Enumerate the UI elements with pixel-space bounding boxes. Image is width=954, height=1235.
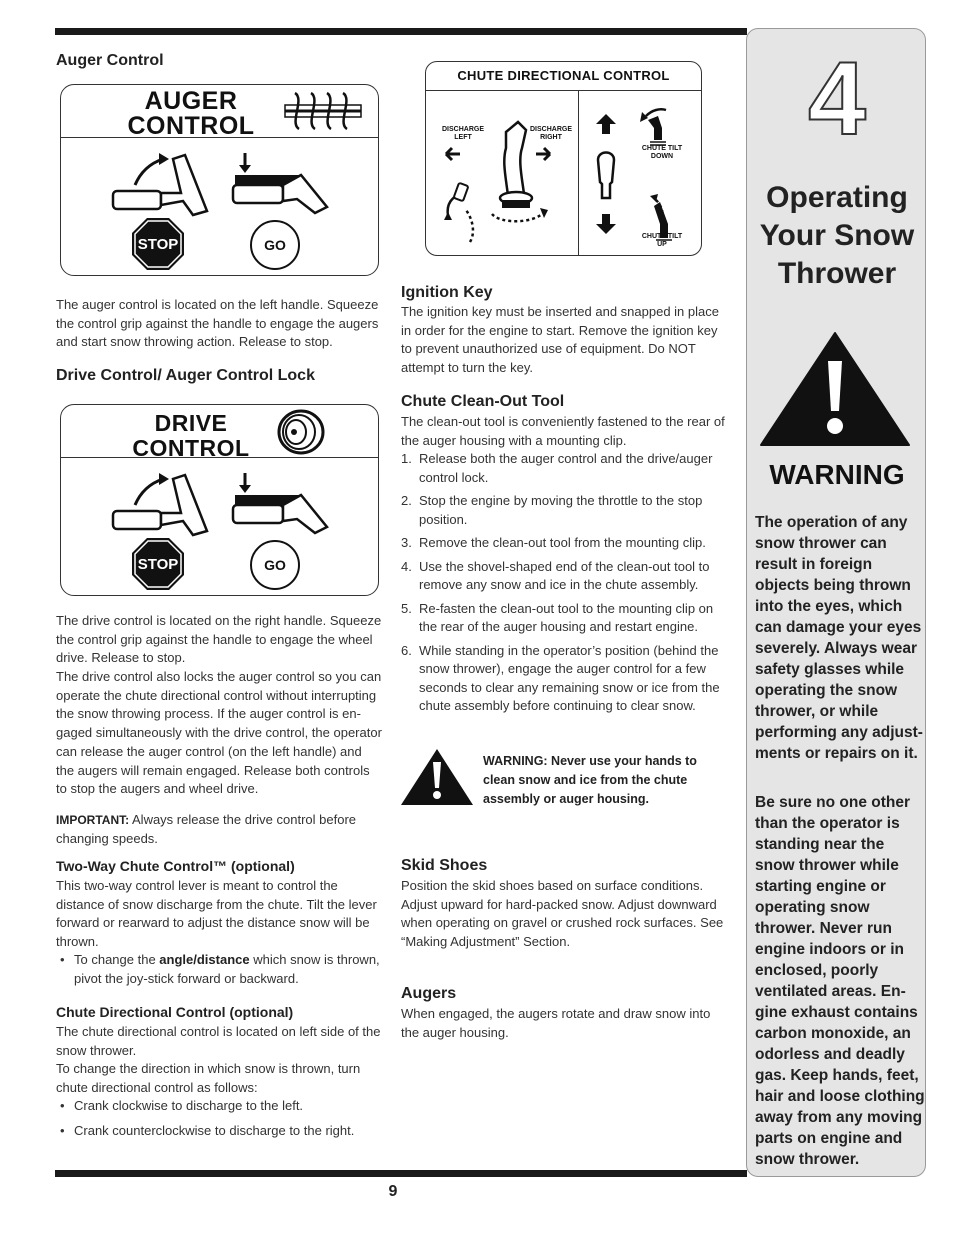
list-item bbox=[401, 534, 731, 553]
auger-control-panel bbox=[60, 84, 379, 276]
warning-text-eyes: The operation of any snow thrower can result in foreign objects being thrown into the eyes, which can damage your eyes severely. Always wear safety glasses while operating the snow thrower, or while performing any adjust-ments or repairs on it. bbox=[755, 514, 923, 762]
tilt-up-line-2: UP bbox=[657, 241, 667, 248]
step-number: 3. bbox=[401, 535, 412, 550]
handle-released-icon bbox=[111, 471, 221, 543]
chute-directional-panel bbox=[425, 61, 702, 256]
drive-control-body-1: The drive control is located on the right handle. Squeeze the control grip against the handle to engage the wheel drive. Release to stop. bbox=[56, 613, 382, 666]
list-item: • Crank counterclockwise to discharge to the right. bbox=[56, 1122, 382, 1141]
top-rule bbox=[55, 28, 747, 35]
chapter-title-line-3: Thrower bbox=[777, 257, 897, 290]
step-number: 4. bbox=[401, 558, 412, 574]
skid-shoes-heading: Skid Shoes bbox=[401, 857, 488, 874]
stop-label: STOP bbox=[137, 236, 179, 253]
go-circle-icon bbox=[249, 219, 301, 271]
step-number: 5. bbox=[401, 600, 412, 616]
chapter-sidebar bbox=[746, 28, 926, 1177]
ignition-key-heading: Ignition Key bbox=[401, 284, 493, 301]
tilt-up-line-1: CHUTE TILT bbox=[641, 233, 683, 240]
important-note bbox=[56, 811, 382, 848]
chapter-number: 4 bbox=[808, 41, 866, 157]
important-label: IMPORTANT: bbox=[56, 813, 130, 827]
drive-control-heading: Drive Control/ Auger Control Lock bbox=[56, 367, 315, 384]
list-item: • Crank clockwise to discharge to the left. bbox=[56, 1097, 382, 1116]
warning-text-bystanders: Be sure no one other than the operator is standing near the snow thrower while starting engine or operating snow thrower. Never run engine indoors or in enclosed, poorly ventilated areas. En-gine exhaust contains carbon monoxide, an odorless and deadly gas. Keep hands, feet, hair and loose clothing away from any moving parts on engine and snow thrower. bbox=[755, 794, 925, 1168]
auger-control-heading: Auger Control bbox=[56, 52, 164, 69]
chute-tilt-icon bbox=[586, 98, 696, 254]
bullet-text: which snow is thrown, pivot the joy-stick forward or backward. bbox=[74, 952, 380, 986]
chute-rotate-icon bbox=[430, 92, 576, 252]
clean-out-tool-body: The clean-out tool is conveniently fastened to the rear of the auger housing with a mounting clip. bbox=[401, 414, 725, 448]
step-number: 6. bbox=[401, 642, 412, 658]
drive-control-body-2: The drive control also locks the auger control so you can operate the chute directional control without interrupting the snow throwing process. If the auger control is en-gaged simultaneously with the drive control, the operator can release the auger control (on the left handle) and the augers will remain engaged. Release both controls to stop the augers and wheel drive. bbox=[56, 669, 382, 797]
auger-title-line-1: AUGER bbox=[144, 87, 238, 115]
go-circle-icon bbox=[249, 539, 301, 591]
panel-divider bbox=[578, 90, 579, 255]
step-text: Use the shovel-shaped end of the clean-out tool to remove any snow and ice in the chute assembly. bbox=[419, 558, 710, 592]
warning-triangle-icon bbox=[400, 748, 474, 806]
list-item bbox=[401, 492, 731, 529]
discharge-right-line-2: RIGHT bbox=[540, 134, 562, 141]
discharge-left-line-1: DISCHARGE bbox=[441, 126, 484, 133]
auger-spiral-icon bbox=[283, 89, 363, 133]
chute-tilt-down-label bbox=[634, 145, 690, 161]
go-label: GO bbox=[264, 237, 286, 253]
stop-label: STOP bbox=[137, 556, 179, 573]
handle-released-icon bbox=[111, 151, 221, 223]
chute-directional-body-1: The chute directional control is located on left side of the snow thrower. bbox=[56, 1024, 381, 1058]
list-item bbox=[401, 642, 731, 716]
ignition-key-body: The ignition key must be inserted and snapped in place in order for the engine to start. Remove the ignition key to prevent unauthorized use of equipment. Do NOT attempt to turn the key. bbox=[401, 304, 719, 376]
drive-panel-title bbox=[121, 411, 261, 461]
bullet-text: To change the bbox=[74, 952, 160, 967]
chute-directional-body-2: To change the direction in which snow is thrown, turn chute directional control as follows: bbox=[56, 1061, 361, 1095]
warning-triangle-icon bbox=[759, 331, 911, 447]
discharge-right-line-1: DISCHARGE bbox=[529, 126, 572, 133]
clean-out-steps bbox=[401, 450, 731, 721]
auger-control-body: The auger control is located on the left handle. Squeeze the control grip against the handle to engage the augers and start snow throwing action. Release to stop. bbox=[56, 297, 379, 350]
list-item bbox=[56, 951, 382, 988]
important-text: Always release the drive control before changing speeds. bbox=[56, 812, 357, 846]
chute-panel-title: CHUTE DIRECTIONAL CONTROL bbox=[457, 68, 670, 83]
step-text: While standing in the operator’s position (behind the snow thrower), engage the auger control for a few seconds to clear any remaining snow or ice from the chute assembly before continuing to clear snow. bbox=[419, 642, 720, 713]
clean-out-tool-heading: Chute Clean-Out Tool bbox=[401, 393, 565, 410]
clean-out-warning-text: WARNING: Never use your hands to clean snow and ice from the chute assembly or auger housing. bbox=[483, 754, 697, 806]
stop-sign-icon bbox=[131, 537, 185, 591]
auger-panel-title bbox=[121, 89, 261, 139]
go-label: GO bbox=[264, 557, 286, 573]
chapter-title-line-1: Operating bbox=[766, 181, 908, 214]
tilt-down-line-2: DOWN bbox=[650, 153, 674, 160]
drive-title-line-1: DRIVE bbox=[154, 410, 228, 436]
step-number: 2. bbox=[401, 493, 412, 508]
list-item bbox=[401, 450, 731, 487]
page-number: 9 bbox=[388, 1183, 398, 1200]
list-item bbox=[401, 600, 731, 637]
augers-heading: Augers bbox=[401, 985, 457, 1002]
chute-tilt-up-label bbox=[634, 233, 690, 249]
bullet-bold: angle/distance bbox=[159, 952, 250, 967]
step-text: Re-fasten the clean-out tool to the mounting clip on the rear of the auger housing and restart engine. bbox=[419, 600, 714, 634]
two-way-chute-body: This two-way control lever is meant to control the distance of snow discharge from the chute. Tilt the lever forward or rearward to adjust the distance snow will be thrown. bbox=[56, 878, 377, 950]
step-text: Release both the auger control and the drive/auger control lock. bbox=[419, 451, 713, 485]
skid-shoes-body: Position the skid shoes based on surface conditions. Adjust upward for hard-packed snow. Adjust downward when operating on gravel or crushed rock surfaces. See “Making Adjustment” Section. bbox=[401, 878, 724, 950]
wheel-icon bbox=[275, 409, 325, 455]
chute-directional-heading: Chute Directional Control (optional) bbox=[56, 1004, 294, 1020]
two-way-chute-bullets bbox=[56, 951, 382, 994]
step-text: Stop the engine by moving the throttle to the stop position. bbox=[419, 493, 703, 527]
step-text: Remove the clean-out tool from the mounting clip. bbox=[419, 535, 706, 550]
chapter-title bbox=[747, 179, 927, 293]
discharge-left-line-2: LEFT bbox=[454, 134, 472, 141]
step-number: 1. bbox=[401, 451, 412, 466]
handle-squeezed-icon bbox=[231, 471, 341, 543]
drive-control-panel bbox=[60, 404, 379, 596]
bottom-rule bbox=[55, 1170, 747, 1177]
drive-title-line-2: CONTROL bbox=[132, 435, 250, 461]
stop-sign-icon bbox=[131, 217, 185, 271]
augers-body: When engaged, the augers rotate and draw snow into the auger housing. bbox=[401, 1006, 711, 1040]
warning-heading: WARNING bbox=[769, 459, 905, 490]
chapter-title-line-2: Your Snow bbox=[759, 219, 915, 252]
tilt-down-line-1: CHUTE TILT bbox=[641, 145, 683, 152]
two-way-chute-heading: Two-Way Chute Control™ (optional) bbox=[56, 858, 295, 874]
list-item bbox=[401, 558, 731, 595]
chute-directional-bullets bbox=[56, 1097, 382, 1146]
handle-squeezed-icon bbox=[231, 151, 341, 223]
auger-title-line-2: CONTROL bbox=[127, 112, 255, 140]
